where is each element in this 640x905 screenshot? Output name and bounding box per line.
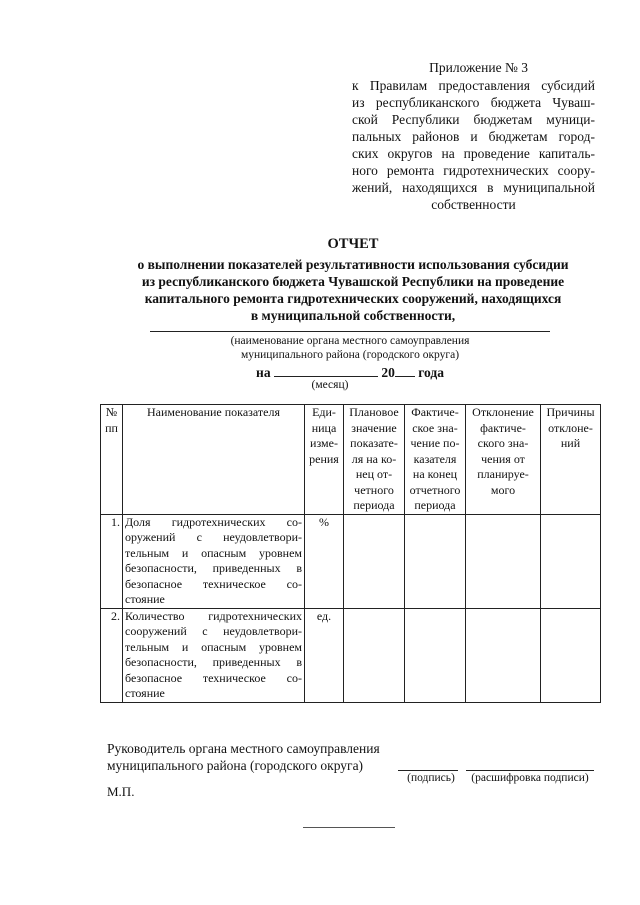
signatory-line: муниципального района (городского округа) bbox=[107, 758, 364, 773]
header-line: фактиче- bbox=[480, 420, 526, 435]
appendix-title: Приложение № 3 bbox=[429, 60, 528, 75]
col-header-actual bbox=[405, 405, 466, 515]
appendix-line: жений, находящихся в муниципальной bbox=[352, 180, 595, 195]
report-subtitle bbox=[0, 256, 640, 324]
header-line: нец от- bbox=[355, 467, 393, 481]
row-reasons[interactable] bbox=[541, 514, 601, 608]
header-line: ское зна- bbox=[412, 420, 458, 435]
col-header-planned bbox=[344, 405, 405, 515]
row-reasons[interactable] bbox=[541, 608, 601, 702]
col-header-indicator bbox=[123, 405, 305, 515]
appendix-line: собственности bbox=[431, 197, 516, 212]
signature-decode-blank-line[interactable] bbox=[466, 770, 594, 771]
indicator-line: Количество гидротехнических bbox=[125, 608, 302, 623]
signature-caption: (подпись) bbox=[407, 772, 455, 784]
indicator-line: безопасности, приведенных в bbox=[125, 655, 302, 669]
row-indicator-name bbox=[123, 514, 305, 608]
indicator-line: безопасное техническое со- bbox=[125, 576, 302, 591]
appendix-line: из республиканского бюджета Чуваш- bbox=[352, 95, 595, 110]
indicator-line: стояние bbox=[125, 592, 165, 606]
report-subtitle-line: капитального ремонта гидротехнических сооружений, находящихся bbox=[144, 291, 562, 306]
header-line: мого bbox=[490, 482, 516, 497]
header-line: ля на ко- bbox=[351, 451, 397, 466]
report-title: ОТЧЕТ bbox=[327, 236, 379, 252]
org-name-caption bbox=[150, 334, 550, 362]
org-name-blank-line bbox=[150, 331, 550, 332]
signatory-title bbox=[107, 740, 380, 774]
header-line: показате- bbox=[350, 436, 398, 450]
report-subtitle-line: о выполнении показателей результативности использования субсидии bbox=[137, 257, 569, 272]
appendix-line: ской Республики бюджетам муници- bbox=[352, 112, 595, 127]
col-header-number bbox=[101, 405, 123, 515]
header-line: Причины bbox=[546, 405, 595, 419]
table-row bbox=[101, 608, 601, 702]
row-planned-value[interactable] bbox=[344, 608, 405, 702]
header-line: отчетного bbox=[409, 482, 461, 497]
row-number: 1. bbox=[101, 514, 123, 608]
bottom-divider bbox=[303, 827, 395, 828]
table-row bbox=[101, 514, 601, 608]
table-header-row bbox=[101, 405, 601, 515]
header-line: Отклонение bbox=[472, 405, 534, 419]
header-line: значение bbox=[351, 420, 397, 435]
header-line: Еди- bbox=[312, 405, 336, 419]
col-header-deviation bbox=[466, 405, 541, 515]
header-line: пп bbox=[105, 420, 118, 435]
indicator-line: безопасности, приведенных в bbox=[125, 561, 302, 575]
header-line: Фактиче- bbox=[411, 405, 459, 419]
header-line: периода bbox=[353, 498, 395, 512]
indicator-line: Доля гидротехнических со- bbox=[125, 514, 302, 529]
stamp-place: М.П. bbox=[107, 784, 135, 799]
report-subtitle-line: из республиканского бюджета Чувашской Республики на проведение bbox=[141, 274, 565, 289]
month-blank bbox=[274, 364, 378, 377]
period-year-prefix: 20 bbox=[381, 365, 395, 380]
org-caption-line: (наименование органа местного самоуправления bbox=[230, 335, 470, 347]
col-header-reasons bbox=[541, 405, 601, 515]
row-actual-value[interactable] bbox=[405, 608, 466, 702]
row-unit: ед. bbox=[305, 608, 344, 702]
header-line: № bbox=[105, 405, 118, 419]
header-line: отклоне- bbox=[548, 420, 593, 435]
header-line: планируе- bbox=[477, 467, 529, 481]
col-header-unit bbox=[305, 405, 344, 515]
header-line: изме- bbox=[310, 436, 338, 450]
year-blank bbox=[395, 364, 415, 377]
row-indicator-name bbox=[123, 608, 305, 702]
header-line: ница bbox=[311, 420, 337, 435]
appendix-line: к Правилам предоставления субсидий bbox=[352, 78, 595, 93]
header-line: рения bbox=[309, 451, 339, 466]
report-subtitle-line: в муниципальной собственности, bbox=[250, 308, 456, 323]
row-unit: % bbox=[305, 514, 344, 608]
signatory-line: Руководитель органа местного самоуправления bbox=[107, 741, 380, 756]
header-line: чение по- bbox=[410, 436, 460, 450]
header-line: ского зна- bbox=[477, 436, 529, 450]
header-line: Плановое bbox=[349, 405, 399, 419]
header-line: казателя bbox=[413, 451, 457, 466]
month-caption: (месяц) bbox=[311, 379, 349, 391]
indicator-line: тельным и опасным уровнем bbox=[125, 639, 302, 654]
header-line: чения от bbox=[481, 451, 525, 466]
row-planned-value[interactable] bbox=[344, 514, 405, 608]
header-line: периода bbox=[414, 498, 456, 512]
period-prefix: на bbox=[256, 365, 271, 380]
row-deviation[interactable] bbox=[466, 514, 541, 608]
appendix-line: ного ремонта гидротехнических соору- bbox=[352, 163, 595, 178]
indicator-line: тельным и опасным уровнем bbox=[125, 545, 302, 560]
signature-decode-caption: (расшифровка подписи) bbox=[471, 772, 589, 784]
header-line: Наименование показателя bbox=[147, 405, 280, 419]
header-line: четного bbox=[354, 482, 394, 497]
appendix-reference bbox=[352, 77, 595, 213]
appendix-line: ских округов на проведение капиталь- bbox=[352, 146, 595, 161]
indicator-line: безопасное техническое со- bbox=[125, 670, 302, 685]
indicator-line: стояние bbox=[125, 686, 165, 700]
header-line: на конец bbox=[412, 467, 458, 481]
indicator-line: оружений с неудовлетвори- bbox=[125, 530, 302, 544]
row-actual-value[interactable] bbox=[405, 514, 466, 608]
report-table bbox=[100, 404, 601, 703]
period-suffix: года bbox=[418, 365, 444, 380]
indicator-line: сооружений с неудовлетвори- bbox=[125, 624, 302, 638]
appendix-line: пальных районов и бюджетам город- bbox=[352, 129, 595, 144]
row-number: 2. bbox=[101, 608, 123, 702]
signature-blank-line[interactable] bbox=[398, 770, 458, 771]
row-deviation[interactable] bbox=[466, 608, 541, 702]
org-caption-line: муниципального района (городского округа) bbox=[240, 349, 460, 361]
header-line: ний bbox=[560, 436, 581, 450]
